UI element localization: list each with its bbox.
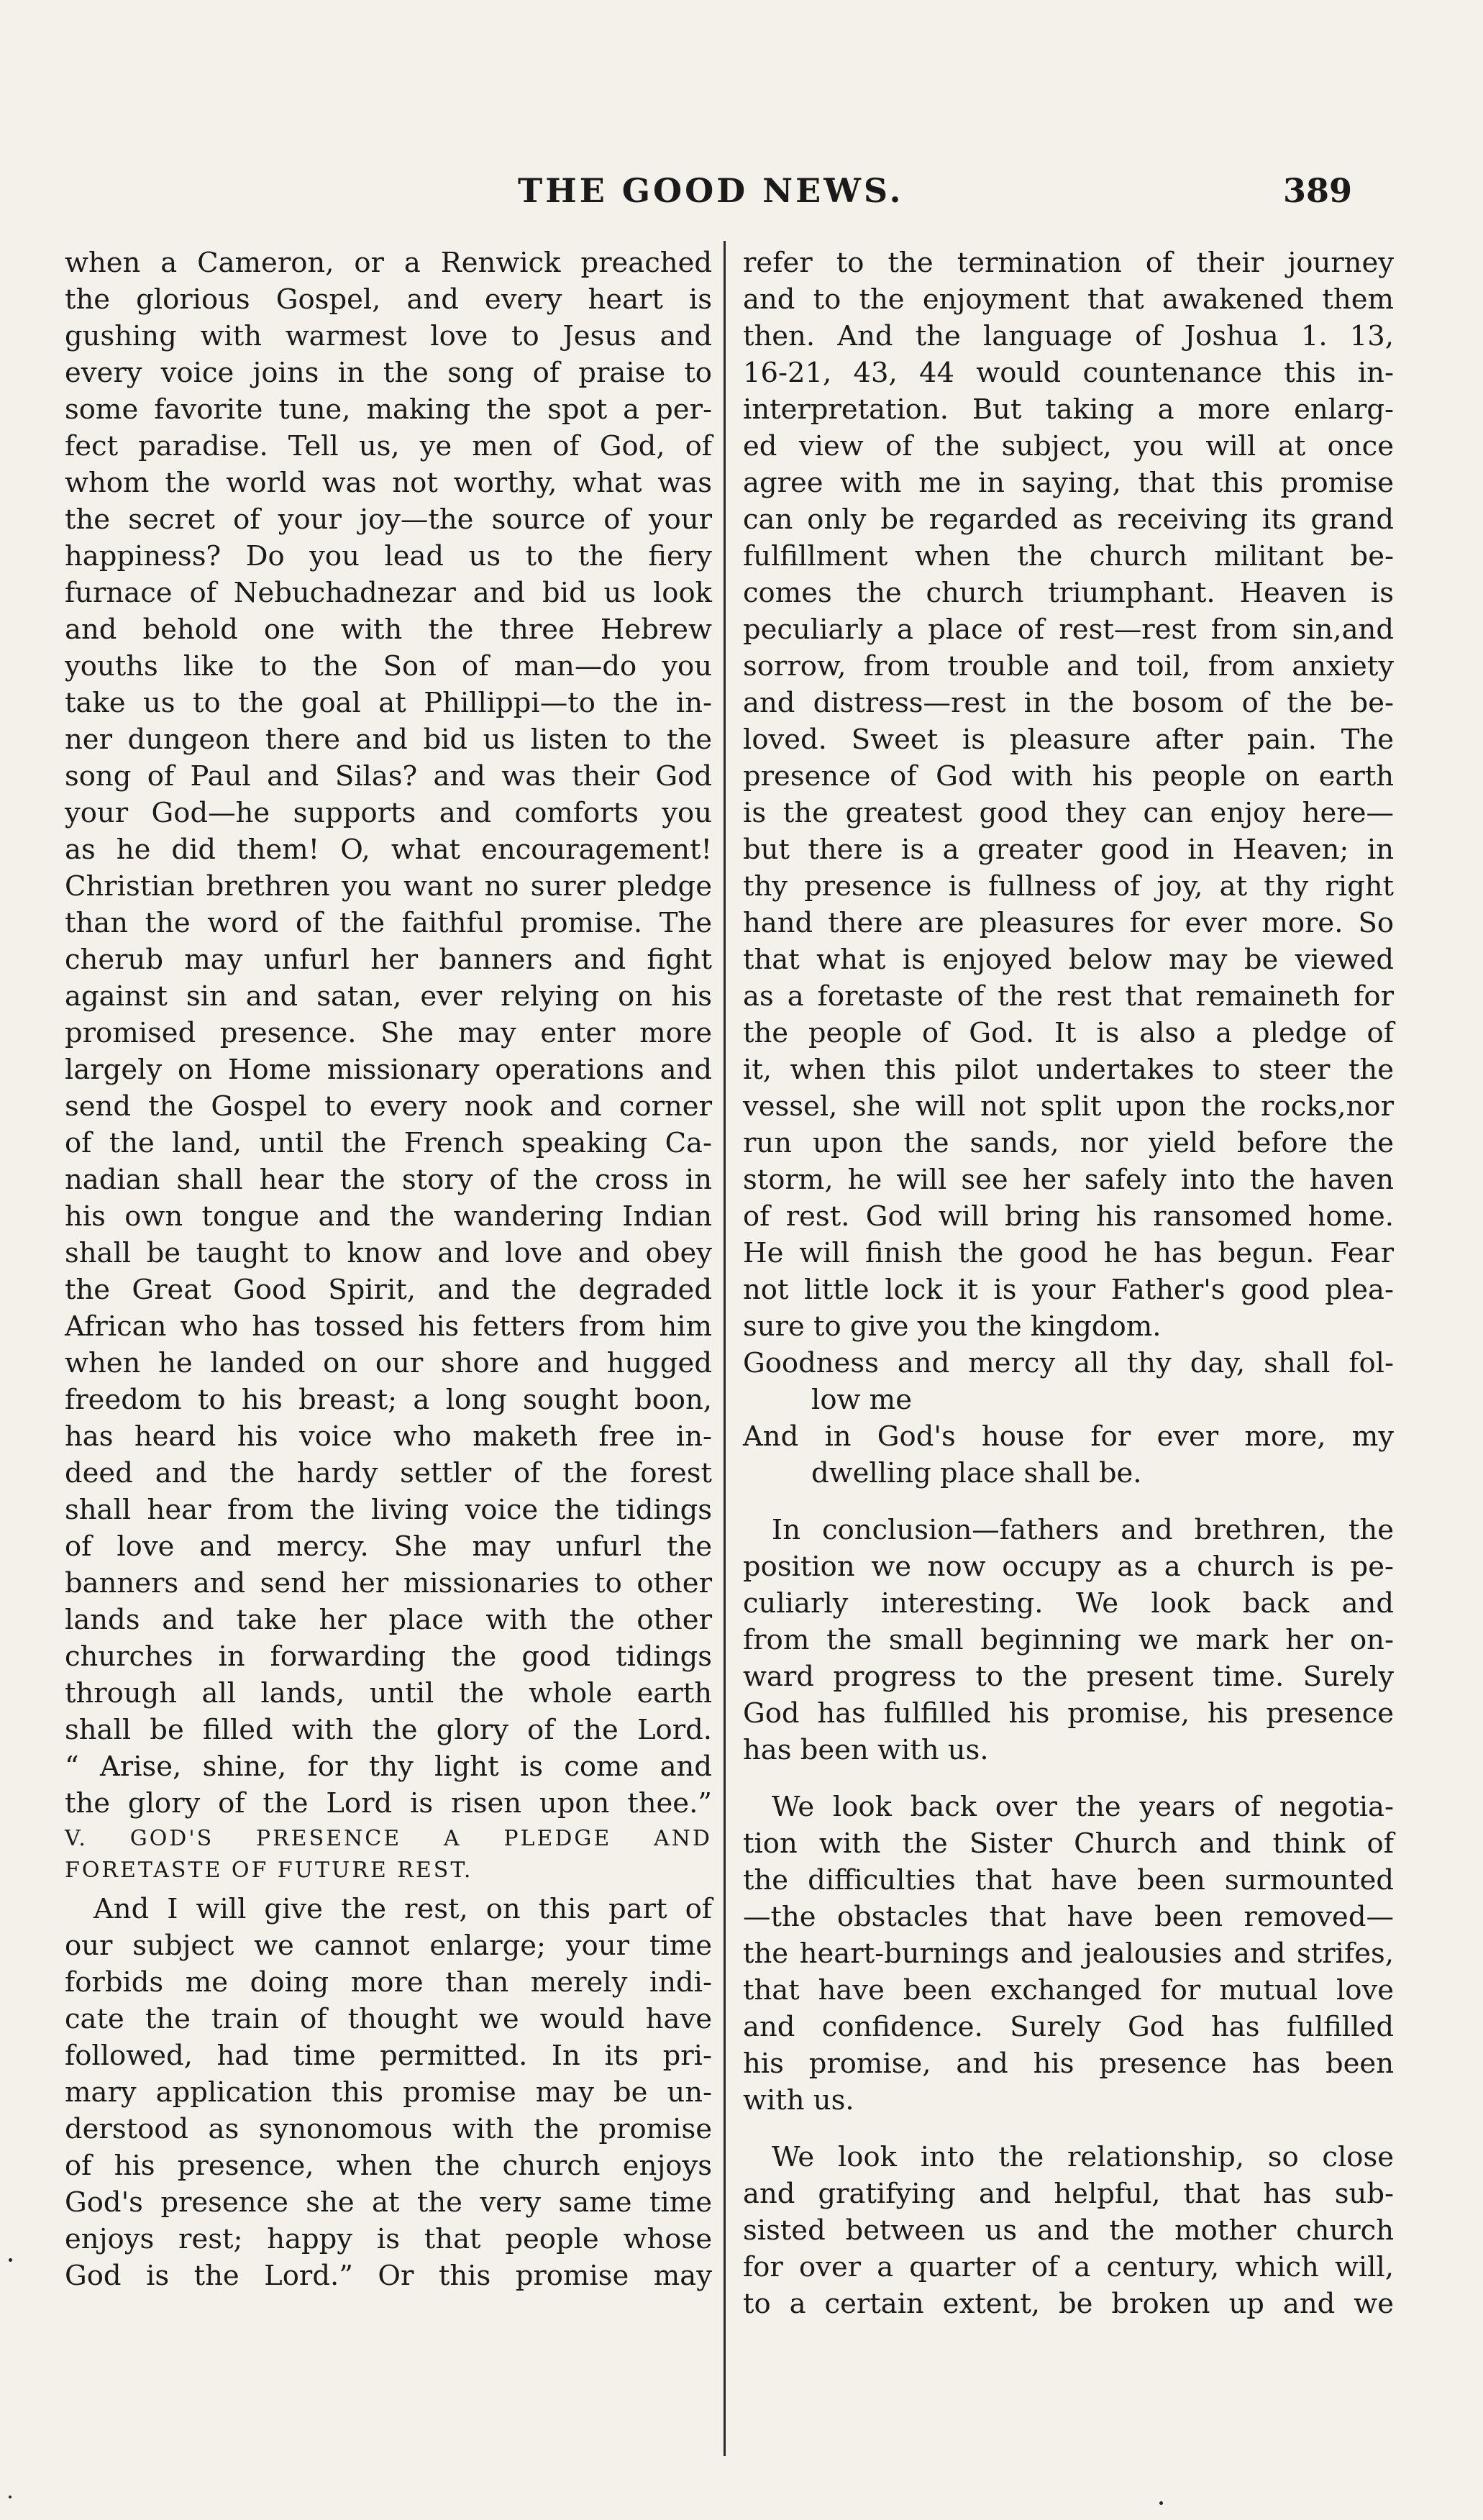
text-line: take us to the goal at Phillippi—to the in-: [65, 687, 712, 719]
verse-line-continuation: dwelling place shall be.: [811, 1457, 1142, 1489]
text-line: of his presence, when the church enjoys: [65, 2150, 712, 2182]
text-line: has heard his voice who maketh free in-: [65, 1420, 712, 1453]
text-line: 16-21, 43, 44 would countenance this in-: [743, 357, 1394, 389]
right-paragraph-2: [743, 1512, 1394, 1768]
column-divider: [724, 241, 726, 2456]
quoted-verse: [743, 1345, 1394, 1492]
text-line: position we now occupy as a church is pe-: [743, 1551, 1394, 1583]
text-line: largely on Home missionary operations and: [65, 1054, 712, 1086]
text-line: “ Arise, shine, for thy light is come and: [65, 1750, 712, 1783]
text-line: African who has tossed his fetters from him: [65, 1310, 712, 1343]
left-column-text: [65, 245, 712, 1822]
text-line: his promise, and his presence has been: [743, 2048, 1394, 2080]
text-line: of rest. God will bring his ransomed home.: [743, 1200, 1394, 1233]
text-line: God's presence she at the very same time: [65, 2186, 712, 2219]
text-line: lands and take her place with the other: [65, 1604, 712, 1636]
text-line: mary application this promise may be un-: [65, 2076, 712, 2109]
text-line: hand there are pleasures for ever more. So: [743, 907, 1394, 939]
text-line: furnace of Nebuchadnezar and bid us look: [65, 577, 712, 609]
text-line: We look into the relationship, so close: [772, 2141, 1394, 2173]
text-line: derstood as synonomous with the promise: [65, 2113, 712, 2145]
text-line: but there is a greater good in Heaven; in: [743, 834, 1394, 866]
verse-line-continuation: low me: [811, 1384, 912, 1416]
text-line: the secret of your joy—the source of your: [65, 503, 712, 536]
section-heading-line-2: FORETASTE OF FUTURE REST.: [65, 1858, 473, 1883]
right-paragraph-3: [743, 1789, 1394, 2119]
text-line: and confidence. Surely God has fulfilled: [743, 2011, 1394, 2043]
text-line: thy presence is fullness of joy, at thy right: [743, 870, 1394, 903]
text-line: run upon the sands, nor yield before the: [743, 1127, 1394, 1159]
text-line: when a Cameron, or a Renwick preached: [65, 247, 712, 279]
text-line: of love and mercy. She may unfurl the: [65, 1530, 712, 1563]
text-line: and gratifying and helpful, that has sub-: [743, 2178, 1394, 2210]
text-line: shall be filled with the glory of the Lord.: [65, 1714, 712, 1746]
page-number: 389: [1282, 171, 1352, 210]
right-column: [743, 245, 1394, 2322]
text-line: to a certain extent, be broken up and we: [743, 2288, 1394, 2320]
ink-speck: [9, 2258, 12, 2262]
text-line: cherub may unfurl her banners and fight: [65, 944, 712, 976]
text-line: the glory of the Lord is risen upon thee.”: [65, 1787, 712, 1820]
text-line: forbids me doing more than merely indi-: [65, 1966, 712, 1999]
text-line: and distress—rest in the bosom of the be-: [743, 687, 1394, 719]
text-line: enjoys rest; happy is that people whose: [65, 2223, 712, 2255]
text-line: ed view of the subject, you will at once: [743, 430, 1394, 462]
text-line: sure to give you the kingdom.: [743, 1310, 1162, 1343]
text-line: his own tongue and the wandering Indian: [65, 1200, 712, 1233]
text-line: is the greatest good they can enjoy here—: [743, 797, 1394, 829]
left-column: [65, 245, 712, 2294]
text-line: He will finish the good he has begun. Fear: [743, 1237, 1394, 1269]
text-line: as a foretaste of the rest that remaineth for: [743, 980, 1394, 1013]
text-line: then. And the language of Joshua 1. 13,: [743, 320, 1394, 352]
text-line: and behold one with the three Hebrew: [65, 613, 712, 646]
text-line: can only be regarded as receiving its grand: [743, 503, 1394, 536]
text-line: In conclusion—fathers and brethren, the: [772, 1514, 1394, 1546]
text-line: that have been exchanged for mutual love: [743, 1974, 1394, 2007]
text-line: peculiarly a place of rest—rest from sin,and: [743, 613, 1394, 646]
verse-line: And in God's house for ever more, my: [743, 1420, 1394, 1453]
text-line: God is the Lord.” Or this promise may: [65, 2260, 712, 2292]
text-line: churches in forwarding the good tidings: [65, 1640, 712, 1673]
text-line: sisted between us and the mother church: [743, 2214, 1394, 2247]
text-line: refer to the termination of their journey: [743, 247, 1394, 279]
ink-speck: [9, 2496, 12, 2498]
text-line: promised presence. She may enter more: [65, 1017, 712, 1049]
text-line: agree with me in saying, that this promise: [743, 467, 1394, 499]
text-line: God has fulfilled his promise, his presence: [743, 1697, 1394, 1730]
text-line: We look back over the years of negotia-: [772, 1791, 1394, 1823]
text-line: vessel, she will not split upon the rocks,nor: [743, 1090, 1394, 1123]
text-line: the Great Good Spirit, and the degraded: [65, 1274, 712, 1306]
journal-title: THE GOOD NEWS.: [518, 171, 904, 210]
text-line: of the land, until the French speaking Ca-: [65, 1127, 712, 1159]
ink-speck: [1159, 2501, 1163, 2505]
right-paragraph-1: [743, 245, 1394, 1345]
text-line: Christian brethren you want no surer pledge: [65, 870, 712, 903]
text-line: some favorite tune, making the spot a per-: [65, 393, 712, 426]
text-line: for over a quarter of a century, which will,: [743, 2251, 1394, 2283]
text-line: sorrow, from trouble and toil, from anxiety: [743, 650, 1394, 682]
text-line: the glorious Gospel, and every heart is: [65, 283, 712, 316]
text-line: our subject we cannot enlarge; your time: [65, 1930, 712, 1962]
text-line: followed, had time permitted. In its pri-: [65, 2040, 712, 2072]
text-line: tion with the Sister Church and think of: [743, 1827, 1394, 1860]
text-line: whom the world was not worthy, what was: [65, 467, 712, 499]
text-line: loved. Sweet is pleasure after pain. The: [743, 723, 1394, 756]
section-heading-line-1: V. GOD'S PRESENCE A PLEDGE AND: [65, 1826, 712, 1851]
text-line: storm, he will see her safely into the haven: [743, 1164, 1394, 1196]
text-line: song of Paul and Silas? and was their God: [65, 760, 712, 793]
text-line: And I will give the rest, on this part of: [93, 1893, 712, 1925]
text-line: the people of God. It is also a pledge of: [743, 1017, 1394, 1049]
text-line: gushing with warmest love to Jesus and: [65, 320, 712, 352]
text-line: it, when this pilot undertakes to steer the: [743, 1054, 1394, 1086]
text-line: culiarly interesting. We look back and: [743, 1587, 1394, 1620]
text-line: through all lands, until the whole earth: [65, 1677, 712, 1709]
text-line: presence of God with his people on earth: [743, 760, 1394, 793]
text-line: comes the church triumphant. Heaven is: [743, 577, 1394, 609]
text-line: every voice joins in the song of praise to: [65, 357, 712, 389]
text-line: cate the train of thought we would have: [65, 2003, 712, 2035]
text-line: the heart-burnings and jealousies and strifes,: [743, 1937, 1394, 1970]
left-column-continuation: [65, 1891, 712, 2294]
text-line: freedom to his breast; a long sought boon,: [65, 1384, 712, 1416]
text-line: that what is enjoyed below may be viewed: [743, 944, 1394, 976]
text-line: your God—he supports and comforts you: [65, 797, 712, 829]
text-line: has been with us.: [743, 1734, 989, 1766]
text-line: when he landed on our shore and hugged: [65, 1347, 712, 1379]
running-header: [129, 171, 1352, 229]
text-line: deed and the hardy settler of the forest: [65, 1457, 712, 1489]
text-line: against sin and satan, ever relying on his: [65, 980, 712, 1013]
text-line: ner dungeon there and bid us listen to the: [65, 723, 712, 756]
text-line: than the word of the faithful promise. The: [65, 907, 712, 939]
right-paragraph-4: [743, 2139, 1394, 2322]
text-line: shall hear from the living voice the tidings: [65, 1494, 712, 1526]
text-line: banners and send her missionaries to other: [65, 1567, 712, 1599]
text-line: fect paradise. Tell us, ye men of God, of: [65, 430, 712, 462]
text-line: as he did them! O, what encouragement!: [65, 834, 712, 866]
text-line: not little lock it is your Father's good plea-: [743, 1274, 1394, 1306]
text-line: youths like to the Son of man—do you: [65, 650, 712, 682]
text-line: and to the enjoyment that awakened them: [743, 283, 1394, 316]
text-line: the difficulties that have been surmounted: [743, 1864, 1394, 1896]
verse-line: Goodness and mercy all thy day, shall fol-: [743, 1347, 1394, 1379]
text-line: send the Gospel to every nook and corner: [65, 1090, 712, 1123]
text-line: shall be taught to know and love and obey: [65, 1237, 712, 1269]
text-line: nadian shall hear the story of the cross in: [65, 1164, 712, 1196]
text-line: happiness? Do you lead us to the fiery: [65, 540, 712, 572]
text-line: —the obstacles that have been removed—: [743, 1901, 1394, 1933]
text-line: interpretation. But taking a more enlarg-: [743, 393, 1394, 426]
text-line: fulfillment when the church militant be-: [743, 540, 1394, 572]
text-line: ward progress to the present time. Surely: [743, 1661, 1394, 1693]
text-line: from the small beginning we mark her on-: [743, 1624, 1394, 1656]
text-line: with us.: [743, 2084, 854, 2117]
